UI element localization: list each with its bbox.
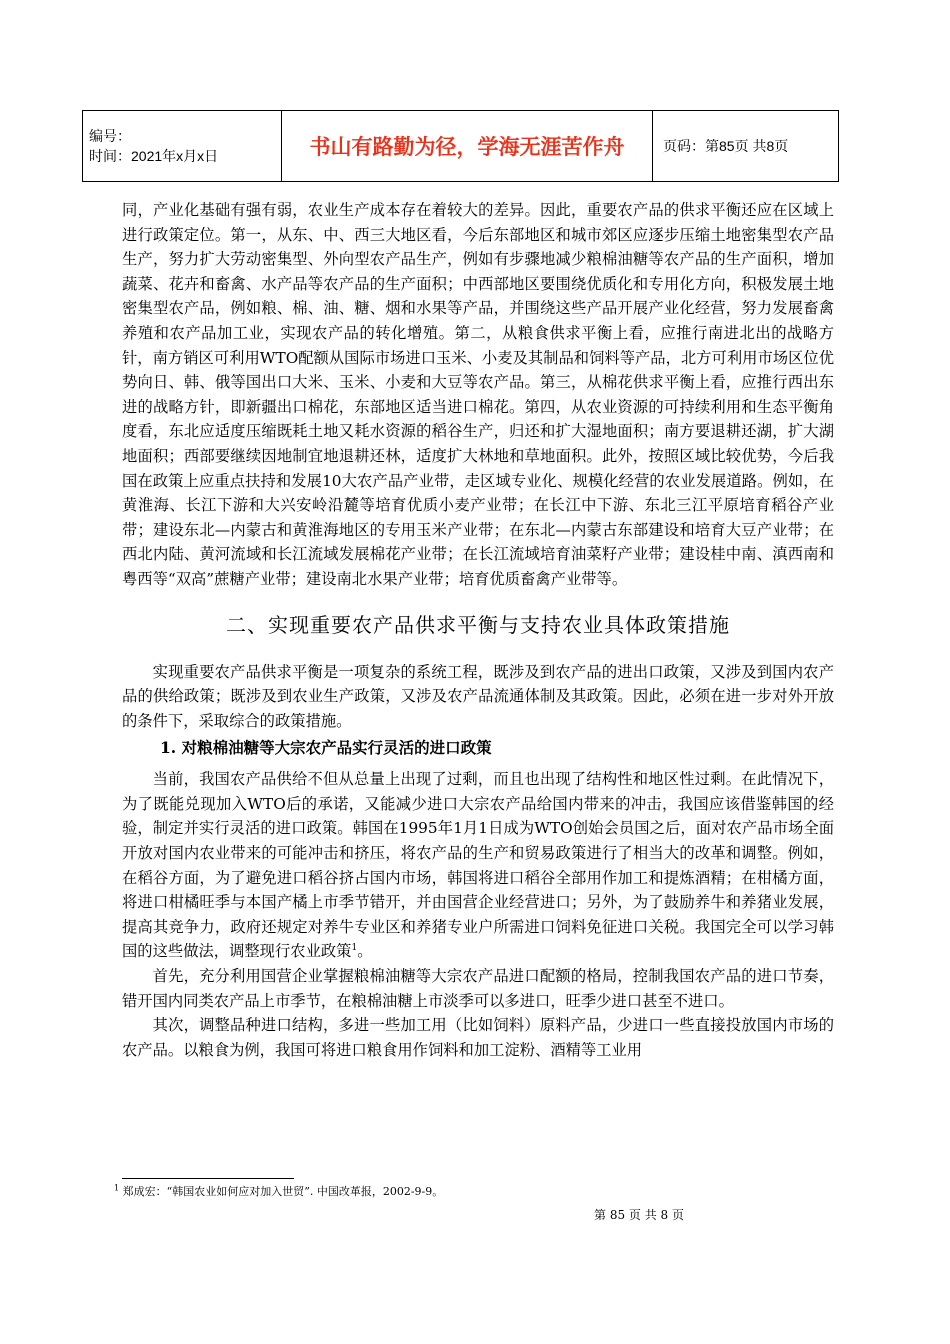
paragraph-intro: 实现重要农产品供求平衡是一项复杂的系统工程，既涉及到农产品的进出口政策，又涉及到国内农产品的供给政策；既涉及到农业生产政策，又涉及农产品流通体制及其政策。因此，必须在进一步对外开放的条件下，采取综合的政策措施。 (122, 662, 834, 730)
paragraph-korea-experience (122, 767, 834, 964)
subheading-import-policy: 1. 对粮棉油糖等大宗农产品实行灵活的进口政策 (160, 738, 492, 758)
paragraph-korea-end: 。 (357, 942, 373, 961)
footnote-divider (122, 1178, 294, 1179)
header-page-info: 页码：第85页 共8页 (653, 111, 839, 182)
footnote-mark: 1 (114, 1183, 120, 1193)
paragraph-korea-text: 当前，我国农产品供给不但从总量上出现了过剩，而且也出现了结构性和地区性过剩。在此情况下，为了既能兑现加入WTO后的承诺，又能减少进口大宗农产品给国内带来的冲击，我国应该借鉴韩国的经验，制定并实行灵活的进口政策。韩国在1995年1月1日成为WTO创始会员国之后，面对农产品市场全面开放对国内农业带来的可能冲击和挤压，将农产品的生产和贸易政策进行了相当大的改革和调整。例如，在稻谷方面，为了避免进口稻谷挤占国内市场，韩国将进口稻谷全部用作加工和提炼酒精；在柑橘方面，将进口柑橘旺季与本国产橘上市季节错开，并由国营企业经营进口；另外，为了鼓励养牛和养猪业发展，提高其竞争力，政府还规定对养牛专业区和养猪专业户所需进口饲料免征进口关税。我国完全可以学习韩国的这些做法，调整现行农业政策 (122, 770, 834, 961)
paragraph-second: 其次，调整品种进口结构，多进一些加工用（比如饲料）原料产品，少进口一些直接投放国内市场的农产品。以粮食为例，我国可将进口粮食用作饲料和加工淀粉、酒精等工业用 (122, 1016, 834, 1059)
section-title: 二、实现重要农产品供求平衡与支持农业具体政策措施 (226, 612, 730, 637)
document-header (82, 110, 839, 182)
document-number-label: 编号： (89, 128, 131, 144)
document-date-label: 时间：2021年x月x日 (89, 148, 219, 164)
footnote-reference[interactable]: 1 (351, 943, 358, 954)
footnote (114, 1184, 443, 1200)
paragraph-regional-policy: 同，产业化基础有强有弱，农业生产成本存在着较大的差异。因此，重要农产品的供求平衡还应在区域上进行政策定位。第一，从东、中、西三大地区看，今后东部地区和城市郊区应逐步压缩土地密集型农产品生产，努力扩大劳动密集型、外向型农产品生产，例如有步骤地减少粮棉油糖等农产品的生产面积，增加蔬菜、花卉和畜禽、水产品等农产品的生产面积；中西部地区要围绕优质化和专用化方向，积极发展土地密集型农产品，例如粮、棉、油、糖、烟和水果等产品，并围绕这些产品开展产业化经营，努力发展畜禽养殖和农产品加工业，实现农产品的转化增殖。第二，从粮食供求平衡上看，应推行南进北出的战略方针，南方销区可利用WTO配额从国际市场进口玉米、小麦及其制品和饲料等产品，北方可利用市场区位优势向日、韩、俄等国出口大米、玉米、小麦和大豆等农产品。第三，从棉花供求平衡上看，应推行西出东进的战略方针，即新疆出口棉花，东部地区适当进口棉花。第四，从农业资源的可持续利用和生态平衡角度看，东北应适度压缩既耗土地又耗水资源的稻谷生产，归还和扩大湿地面积；南方要退耕还湖，扩大湖地面积；西部要继续因地制宜地退耕还林，适度扩大林地和草地面积。此外，按照区域比较优势，今后我国在政策上应重点扶持和发展10大农产品产业带，走区域专业化、规模化经营的农业发展道路。例如，在黄淮海、长江下游和大兴安岭沿麓等培育优质小麦产业带；在长江中下游、东北三江平原培育稻谷产业带；建设东北—内蒙古和黄淮海地区的专用玉米产业带；在东北—内蒙古东部建设和培育大豆产业带；在西北内陆、黄河流域和长江流域发展棉花产业带；在长江流域培育油菜籽产业带；建设桂中南、滇西南和粤西等“双高”蔗糖产业带；建设南北水果产业带；培育优质畜禽产业带等。 (122, 201, 834, 588)
footnote-text: 郑成宏：“韩国农业如何应对加入世贸”. 中国改革报，2002-9-9。 (119, 1185, 444, 1198)
paragraph-first: 首先，充分利用国营企业掌握粮棉油糖等大宗农产品进口配额的格局，控制我国农产品的进口节奏，错开国内同类农产品上市季节，在粮棉油糖上市淡季可以多进口，旺季少进口甚至不进口。 (122, 967, 834, 1010)
document-body (122, 198, 834, 1062)
header-motto: 书山有路勤为径，学海无涯苦作舟 (282, 111, 653, 182)
header-meta (83, 111, 282, 182)
page-footer: 第 85 页 共 8 页 (594, 1208, 684, 1222)
